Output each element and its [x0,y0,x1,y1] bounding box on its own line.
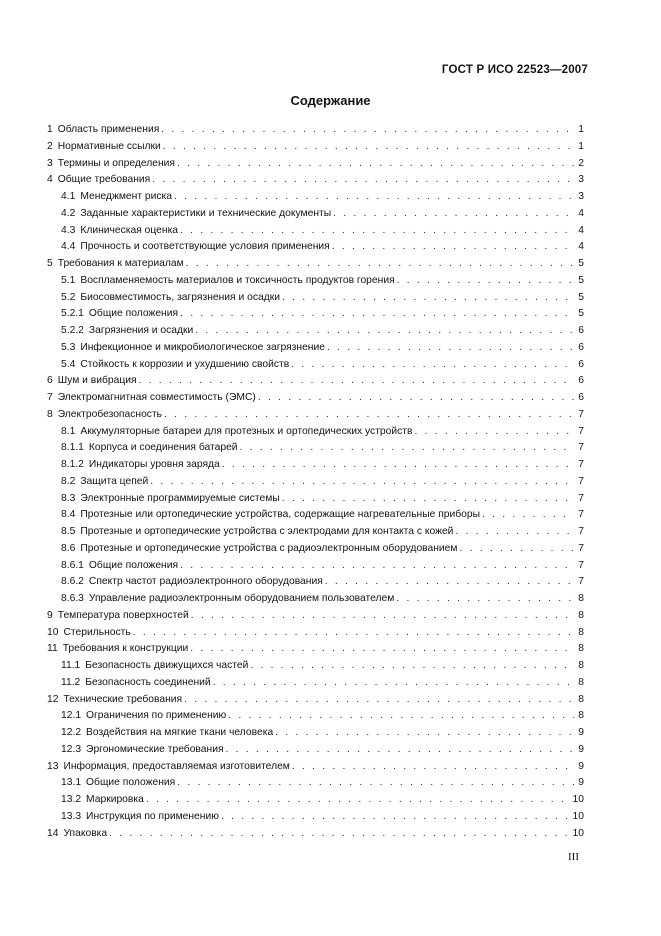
toc-entry-number: 13.2 [61,794,82,805]
dot-leader [109,826,570,843]
dot-leader [258,390,574,407]
toc-entry-page: 8 [578,710,584,722]
toc-entry-number: 13 [47,760,59,772]
dot-leader [174,189,574,206]
toc-entry[interactable] [47,474,584,491]
toc-entry-title: Защита цепей [80,475,149,487]
toc-entry[interactable] [47,491,584,508]
toc-entry-page: 8 [578,593,584,604]
toc-entry-page: 7 [578,526,584,537]
dot-leader [177,156,574,173]
dot-leader [291,357,574,374]
toc-entry-page: 7 [578,475,584,487]
toc-entry-page: 4 [578,207,584,219]
toc-entry-title: Клиническая оценка [80,224,179,236]
toc-entry-number: 10 [47,626,59,638]
toc-entry-page: 8 [578,643,584,655]
dot-leader [163,139,574,156]
toc-entry[interactable] [47,323,584,340]
toc-entry-title: Маркировка [86,794,144,805]
toc-entry[interactable] [47,122,584,139]
toc-entry-number: 2 [47,140,53,152]
toc-entry[interactable] [47,558,584,575]
toc-entry[interactable] [47,407,584,424]
toc-entry-number: 5.2.1 [61,308,84,320]
table-of-contents [47,122,584,842]
toc-entry-title: Спектр частот радиоэлектронного оборудования [88,576,323,588]
toc-entry[interactable] [47,524,584,541]
toc-entry-number: 3 [47,157,53,169]
toc-entry-page: 5 [578,274,584,286]
toc-entry-page: 10 [572,827,584,839]
toc-entry[interactable] [47,591,584,608]
toc-entry-title: Воздействия на мягкие ткани человека [86,727,274,738]
toc-entry-number: 5.2 [61,291,76,303]
toc-entry-number: 12.2 [61,727,82,738]
toc-entry-page: 10 [572,794,584,805]
toc-entry-number: 1 [47,124,53,135]
toc-entry-page: 1 [578,124,584,135]
toc-entry-page: 3 [578,191,584,202]
toc-entry-number: 4.4 [61,241,76,253]
dot-leader [177,775,574,792]
toc-entry-number: 4 [47,174,53,186]
toc-entry-page: 5 [578,258,584,269]
toc-entry[interactable] [47,608,584,625]
toc-entry-number: 4.2 [61,207,76,219]
toc-entry[interactable] [47,139,584,156]
toc-entry-title: Ограничения по применению [86,710,227,722]
toc-entry-number: 8.6.2 [61,576,84,588]
dot-leader [180,223,574,240]
toc-entry-number: 5.4 [61,358,76,370]
toc-entry[interactable] [47,223,584,240]
dot-leader [213,675,574,692]
toc-entry-page: 9 [578,727,584,738]
dot-leader [325,574,574,591]
toc-entry-title: Индикаторы уровня заряда [88,459,220,470]
toc-entry-number: 8.1.1 [61,442,84,454]
toc-entry[interactable] [47,156,584,173]
toc-entry-title: Воспламеняемость материалов и токсичность продуктов горения [80,274,395,286]
toc-entry-page: 8 [578,609,584,621]
toc-entry-number: 5.3 [61,341,76,353]
toc-entry-title: Нормативные ссылки [57,140,161,152]
dot-leader [397,273,574,290]
toc-entry[interactable] [47,273,584,290]
dot-leader [191,608,574,625]
toc-entry[interactable] [47,708,584,725]
toc-entry-number: 8 [47,408,53,420]
toc-entry-number: 6 [47,375,53,387]
toc-entry-page: 7 [578,459,584,470]
dot-leader [333,206,574,223]
toc-entry-page: 7 [578,576,584,588]
toc-entry[interactable] [47,373,584,390]
dot-leader [164,407,574,424]
dot-leader [240,440,574,457]
toc-entry-title: Шум и вибрация [57,375,137,387]
toc-entry-title: Область применения [57,124,160,135]
dot-leader [221,809,571,826]
toc-entry-page: 5 [578,308,584,320]
toc-entry-title: Безопасность движущихся частей [85,660,249,671]
document-code: ГОСТ Р ИСО 22523—2007 [441,64,588,76]
dot-leader [190,641,574,658]
toc-entry-number: 12 [47,693,59,705]
dot-leader [414,424,574,441]
toc-entry-title: Заданные характеристики и технические документы [80,207,332,219]
toc-entry[interactable] [47,239,584,256]
toc-entry-number: 8.6 [61,542,76,554]
toc-entry-page: 7 [578,408,584,420]
toc-entry-number: 11 [47,643,58,655]
dot-leader [180,306,574,323]
toc-entry-page: 4 [578,224,584,236]
dot-leader [228,708,574,725]
toc-entry-page: 7 [578,559,584,571]
toc-entry[interactable] [47,658,584,675]
toc-entry[interactable] [47,809,584,826]
dot-leader [195,323,574,340]
toc-entry-title: Протезные и ортопедические устройства с электродами для контакта с кожей [80,526,454,537]
toc-entry-page: 9 [578,743,584,755]
toc-entry-title: Управление радиоэлектронным оборудованием пользователем [88,593,395,604]
toc-entry-title: Стойкость к коррозии и ухудшению свойств [80,358,290,370]
toc-entry-page: 9 [578,760,584,772]
toc-title: Содержание [290,93,371,108]
dot-leader [180,558,574,575]
toc-entry-page: 7 [578,425,584,437]
dot-leader [275,725,574,742]
toc-entry-number: 8.2 [61,475,76,487]
toc-entry-page: 2 [578,157,584,169]
toc-entry[interactable] [47,541,584,558]
toc-entry-page: 7 [578,492,584,504]
toc-entry-title: Протезные или ортопедические устройства, содержащие нагревательные приборы [80,509,481,521]
toc-entry[interactable] [47,775,584,792]
toc-entry-title: Электромагнитная совместимость (ЭМС) [57,392,256,403]
dot-leader [455,524,574,541]
toc-entry-title: Температура поверхностей [57,609,189,621]
toc-entry[interactable] [47,742,584,759]
toc-entry-page: 10 [572,810,584,822]
toc-entry-title: Информация, предоставляемая изготовителем [63,760,290,772]
toc-entry-number: 8.1 [61,425,76,437]
toc-entry-page: 8 [578,693,584,705]
page-number: III [568,851,579,863]
dot-leader [292,759,574,776]
toc-entry-page: 7 [578,542,584,554]
toc-entry-title: Технические требования [63,693,183,705]
dot-leader [332,239,574,256]
toc-entry-title: Электронные программируемые системы [80,492,280,504]
toc-entry[interactable] [47,692,584,709]
toc-entry-page: 6 [578,341,584,353]
toc-entry-number: 8.5 [61,526,76,537]
dot-leader [186,256,574,273]
dot-leader [327,340,574,357]
toc-entry-number: 13.1 [61,777,82,789]
toc-entry-title: Общие положения [88,559,179,571]
toc-entry-page: 1 [578,140,584,152]
toc-entry-number: 12.1 [61,710,82,722]
toc-entry-number: 8.4 [61,509,76,521]
toc-entry-page: 8 [578,676,584,688]
toc-entry-title: Стерильность [63,626,131,638]
toc-entry[interactable] [47,290,584,307]
toc-entry[interactable] [47,306,584,323]
toc-entry-title: Требования к конструкции [62,643,189,655]
toc-entry-number: 5 [47,258,53,269]
dot-leader [282,290,574,307]
toc-entry-title: Корпуса и соединения батарей [88,442,238,454]
toc-entry-number: 14 [47,827,59,839]
dot-leader [396,591,574,608]
toc-entry-number: 9 [47,609,53,621]
toc-entry-number: 5.1 [61,274,76,286]
toc-entry[interactable] [47,357,584,374]
toc-entry-title: Общие требования [57,174,151,186]
toc-entry[interactable] [47,826,584,843]
dot-leader [282,491,574,508]
dot-leader [222,457,574,474]
toc-entry-title: Требования к материалам [57,258,184,269]
toc-entry-page: 8 [578,626,584,638]
dot-leader [161,122,574,139]
toc-entry-page: 6 [578,375,584,387]
toc-entry-page: 8 [578,660,584,671]
toc-entry[interactable] [47,457,584,474]
toc-entry-number: 8.1.2 [61,459,84,470]
toc-entry-title: Менеджмент риска [80,191,172,202]
toc-entry-number: 13.3 [61,810,82,822]
toc-entry-page: 3 [578,174,584,186]
toc-entry[interactable] [47,725,584,742]
toc-entry[interactable] [47,759,584,776]
toc-entry-page: 4 [578,241,584,253]
toc-entry-title: Прочность и соответствующие условия применения [80,241,330,253]
dot-leader [139,373,574,390]
toc-entry-page: 6 [578,392,584,403]
toc-entry[interactable] [47,189,584,206]
toc-entry-title: Безопасность соединений [85,676,211,688]
dot-leader [150,474,574,491]
toc-entry[interactable] [47,675,584,692]
dot-leader [226,742,574,759]
toc-entry[interactable] [47,172,584,189]
toc-entry-number: 11.2 [61,676,81,688]
toc-entry-page: 6 [578,358,584,370]
toc-entry-title: Протезные и ортопедические устройства с радиоэлектронным оборудованием [80,542,458,554]
toc-entry-page: 5 [578,291,584,303]
toc-entry-page: 7 [578,442,584,454]
toc-entry-title: Инструкция по применению [86,810,219,822]
toc-entry-page: 7 [578,509,584,521]
dot-leader [250,658,574,675]
toc-entry[interactable] [47,507,584,524]
toc-entry-number: 11.1 [61,660,81,671]
toc-entry-number: 4.3 [61,224,76,236]
dot-leader [133,625,574,642]
toc-entry-number: 7 [47,392,53,403]
toc-entry-number: 8.3 [61,492,76,504]
toc-entry[interactable] [47,256,584,273]
toc-entry-title: Термины и определения [57,157,175,169]
toc-entry-title: Инфекционное и микробиологическое загрязнение [80,341,325,353]
toc-entry[interactable] [47,424,584,441]
toc-entry-page: 9 [578,777,584,789]
toc-entry[interactable] [47,440,584,457]
toc-entry-title: Эргономические требования [86,743,224,755]
toc-entry-title: Электробезопасность [57,408,163,420]
toc-entry-title: Упаковка [63,827,108,839]
dot-leader [152,172,574,189]
toc-entry[interactable] [47,340,584,357]
toc-entry-number: 5.2.2 [61,325,84,336]
toc-entry[interactable] [47,641,584,658]
toc-entry-number: 8.6.3 [61,593,84,604]
toc-entry[interactable] [47,574,584,591]
toc-entry-number: 4.1 [61,191,76,202]
toc-entry-number: 12.3 [61,743,82,755]
toc-entry-page: 6 [578,325,584,336]
dot-leader [460,541,575,558]
dot-leader [482,507,574,524]
toc-entry-title: Аккумуляторные батареи для протезных и ортопедических устройств [80,425,413,437]
toc-entry-number: 8.6.1 [61,559,84,571]
toc-entry-title: Общие положения [88,308,179,320]
toc-entry[interactable] [47,206,584,223]
toc-entry[interactable] [47,792,584,809]
dot-leader [146,792,571,809]
toc-entry[interactable] [47,390,584,407]
toc-entry-title: Загрязнения и осадки [88,325,194,336]
dot-leader [184,692,574,709]
toc-entry-title: Биосовместимость, загрязнения и осадки [80,291,280,303]
toc-entry[interactable] [47,625,584,642]
toc-entry-title: Общие положения [86,777,176,789]
